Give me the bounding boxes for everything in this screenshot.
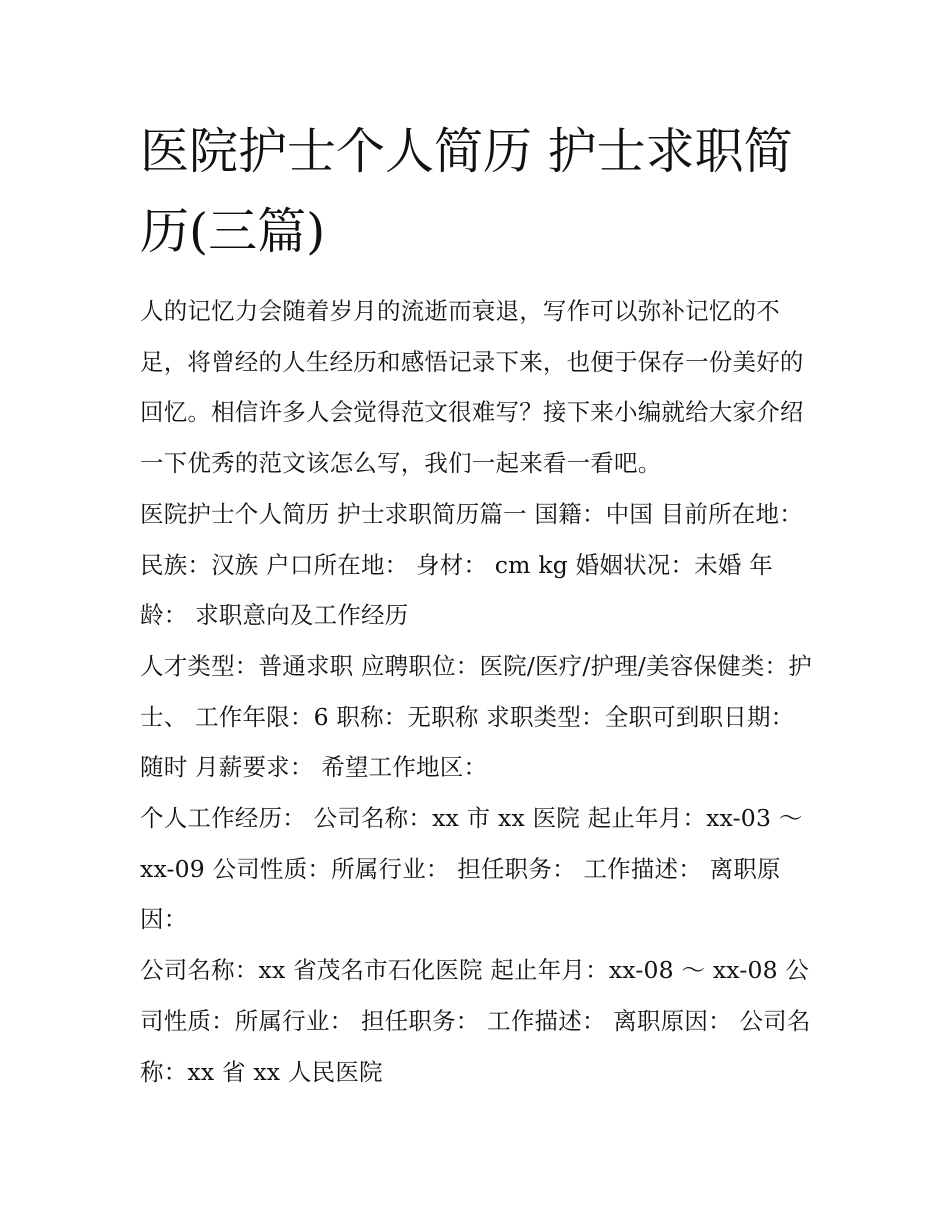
job-intention-paragraph: 人才类型：普通求职 应聘职位：医院/医疗/护理/美容保健类：护士、 工作年限：6 职称：无职称 求职类型：全职可到职日期：随时 月薪要求： 希望工作地区： [140, 651, 812, 782]
company-history-paragraph: 公司名称：xx 省茂名市石化医院 起止年月：xx-08 ～ xx-08 公司性质：所属行业： 担任职务： 工作描述： 离职原因： 公司名称：xx 省 xx 人民医院 [140, 956, 811, 1086]
personal-info-paragraph: 医院护士个人简历 护士求职简历篇一 国籍：中国 目前所在地： 民族：汉族 户口所在地： 身材： cm kg 婚姻状况：未婚 年龄： 求职意向及工作经历 [140, 499, 803, 630]
document-title: 医院护士个人简历 护士求职简历(三篇) [140, 123, 793, 260]
work-experience-paragraph: 个人工作经历： 公司名称：xx 市 xx 医院 起止年月：xx-03 ～ xx-09 公司性质：所属行业： 担任职务： 工作描述： 离职原因： [140, 804, 803, 934]
document-body [140, 112, 812, 1097]
intro-paragraph: 人的记忆力会随着岁月的流逝而衰退，写作可以弥补记忆的不足，将曾经的人生经历和感悟记录下来，也便于保存一份美好的回忆。相信许多人会觉得范文很难写？接下来小编就给大家介绍一下优秀的范文该怎么写，我们一起来看一看吧。 [140, 297, 804, 478]
